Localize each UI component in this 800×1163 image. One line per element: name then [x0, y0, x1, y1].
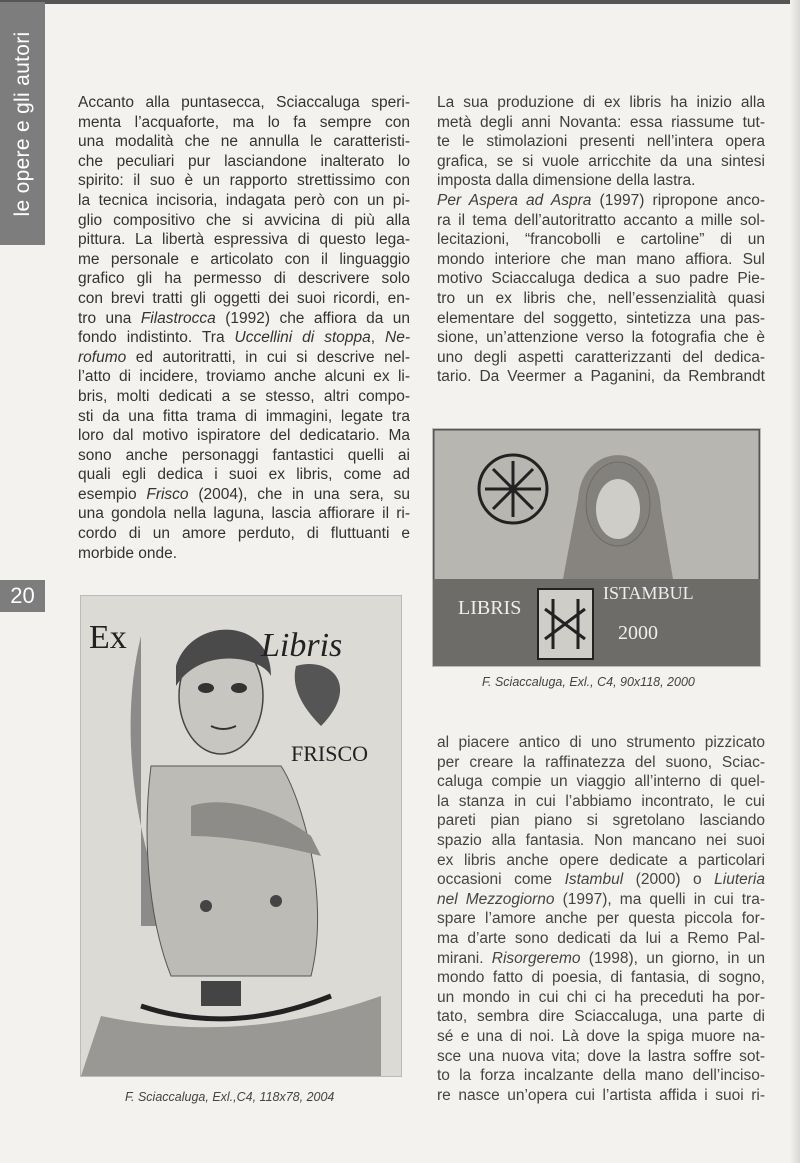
text-line: [437, 93, 765, 113]
text-line: [437, 1027, 765, 1047]
text-line: [78, 211, 410, 231]
text-line: [437, 1086, 765, 1106]
text-segment: esempio: [78, 485, 147, 503]
text-segment: (1992) che affiora da un: [215, 309, 411, 327]
text-line: [78, 132, 410, 152]
text-segment: lecitazioni, “francobolli e cartoline” di un: [437, 231, 765, 249]
text-segment: spirito: il suo è un rapporto strettissimo con: [78, 172, 410, 190]
text-segment: (1997) ripropone anco-: [591, 191, 765, 209]
text-line: [437, 1066, 765, 1086]
text-line: [437, 1007, 765, 1027]
text-line: [78, 485, 410, 505]
text-segment: spare l’amore anche per questa piccola for-: [437, 910, 765, 928]
text-line: [78, 152, 410, 172]
text-segment: tro una: [78, 309, 141, 327]
text-segment: ,: [370, 329, 385, 347]
text-segment: ed autoritratti, in cui si descrive nel-: [126, 348, 410, 366]
text-segment: to la forza incalzante della mano dell’inciso-: [437, 1067, 765, 1085]
text-segment: sé e una di noi. Là dove la spiga muore na-: [437, 1027, 765, 1045]
italic-title: Per Aspera ad Aspra: [437, 191, 592, 209]
section-tab: [0, 2, 45, 245]
text-line: [437, 792, 765, 812]
text-segment: spazio alla fantasia. Non mancano nei suoi: [437, 831, 765, 849]
text-segment: metà degli anni Novanta: essa riassume tut-: [437, 113, 765, 131]
text-line: [437, 890, 765, 910]
text-column-right-bottom: [437, 733, 765, 1105]
italic-title: nel Mezzogiorno: [437, 890, 555, 908]
artwork-lettering-frisco: FRISCO: [291, 741, 369, 766]
italic-title: Frisco: [146, 485, 189, 503]
text-column-left: [78, 93, 410, 563]
text-segment: quali egli dedica i suoi ex libris, come ad: [78, 466, 410, 484]
italic-title: Istambul: [564, 871, 624, 889]
text-segment: al piacere antico di uno strumento pizzicato: [437, 734, 765, 751]
text-segment: grafica, se si vuole arricchite da una sintesi: [437, 152, 765, 170]
text-line: [437, 909, 765, 929]
text-segment: te le stimolazioni presenti nell’intera opera: [437, 133, 765, 151]
text-segment: uno degli aspetti caratterizzanti del dedica-: [437, 348, 765, 366]
text-line: [437, 949, 765, 969]
text-line: [437, 171, 765, 191]
artwork-lettering-libris: Libris: [261, 627, 343, 664]
text-segment: mirani.: [437, 949, 492, 967]
text-segment: bris, molti dedicati a se stesso, altri compo-: [78, 387, 410, 405]
text-line: [78, 230, 410, 250]
text-segment: Accanto alla puntasecca, Sciaccaluga speri-: [78, 94, 410, 111]
artwork-lettering-ex: Ex: [89, 619, 127, 656]
text-line: [437, 929, 765, 949]
text-segment: sti da una fitta trama di immagini, legate tra: [78, 407, 410, 425]
text-segment: per creare la raffinatezza del suono, Sciac-: [437, 753, 765, 771]
text-segment: elementare del soggetto, sintetizza una pas-: [437, 309, 765, 327]
text-segment: sione, un’attenzione verso la fotografia che è: [437, 329, 765, 347]
text-segment: che peculiari pur lasciandone inalterato lo: [78, 152, 410, 170]
text-line: [437, 733, 765, 753]
italic-title: Liuteria: [714, 871, 765, 889]
text-segment: (1998), un giorno, in un: [580, 949, 765, 967]
text-segment: ra il tema dell’autoritratto accanto a mille sol-: [437, 211, 765, 229]
text-line: [437, 211, 765, 231]
etching-frisco-image: [80, 595, 402, 1077]
text-line: [437, 132, 765, 152]
text-segment: mondo interiore che man mano affiora. Sul: [437, 250, 765, 268]
text-line: [78, 269, 410, 289]
text-segment: (2000) o: [623, 871, 715, 889]
text-line: [78, 191, 410, 211]
artwork-lettering-istambul: ISTAMBUL: [603, 583, 694, 603]
text-segment: La sua produzione di ex libris ha inizio alla: [437, 94, 765, 111]
figure-caption-istambul: F. Sciaccaluga, Exl., C4, 90x118, 2000: [482, 675, 695, 689]
text-line: [437, 772, 765, 792]
page-number: 20: [0, 580, 45, 612]
text-line: [78, 407, 410, 427]
text-line: [78, 367, 410, 387]
text-segment: menta l’acquaforte, ma lo fa sempre con: [78, 113, 410, 131]
text-line: [78, 387, 410, 407]
text-segment: la stanza in cui l’abbiamo incontrato, le cui: [437, 792, 765, 810]
text-segment: fondo indistinto. Tra: [78, 329, 235, 347]
text-line: [78, 465, 410, 485]
text-line: [437, 250, 765, 270]
text-segment: una modalità che ne annulla le caratteristi-: [78, 133, 410, 151]
text-segment: ma d’arte sono dedicati da lui a Remo Pal-: [437, 929, 765, 947]
text-line: [78, 328, 410, 348]
text-line: [437, 289, 765, 309]
text-segment: loro dal motivo ispiratore del dedicatario. Ma: [78, 427, 410, 445]
text-segment: me personale e articolato con il linguaggio: [78, 250, 410, 268]
text-segment: un mondo in cui chi ci ha preceduti ha por-: [437, 988, 765, 1006]
text-segment: re nasce un’opera cui l’artista affida i suoi ri-: [437, 1086, 765, 1104]
artwork-lettering-year: 2000: [618, 622, 658, 644]
text-segment: la tecnica incisoria, indagata però con un pi-: [78, 191, 410, 209]
text-line: [437, 230, 765, 250]
text-line: [78, 113, 410, 133]
italic-title: rofumo: [78, 348, 127, 366]
text-line: [437, 328, 765, 348]
etching-istambul-image: [432, 428, 761, 667]
text-segment: grafico gli ha permesso di descrivere solo: [78, 270, 410, 288]
text-line: [437, 870, 765, 890]
italic-title: Uccellini di stoppa: [234, 329, 371, 347]
text-line: [78, 93, 410, 113]
text-line: [78, 446, 410, 466]
text-line: [437, 831, 765, 851]
text-line: [78, 504, 410, 524]
text-line: [437, 851, 765, 871]
text-line: [437, 753, 765, 773]
text-line: [78, 289, 410, 309]
text-column-right-top: [437, 93, 765, 387]
text-line: [437, 348, 765, 368]
text-segment: (2004), che in una sera, su: [188, 485, 410, 503]
text-segment: tro un ex libris che, nell’essenzialità quasi: [437, 289, 765, 307]
text-segment: sce una nuova vita; dove la lastra soffre sot-: [437, 1047, 765, 1065]
text-segment: caluga compie un viaggio all’interno di quel-: [437, 773, 765, 791]
text-line: [437, 367, 765, 387]
text-line: [437, 968, 765, 988]
text-line: [437, 988, 765, 1008]
text-segment: (1997), ma quelli in cui tra-: [554, 890, 765, 908]
text-segment: tato, sembra dire Sciaccaluga, una parte di: [437, 1008, 765, 1026]
italic-title: Risorgeremo: [491, 949, 581, 967]
text-segment: l’atto di incidere, troviamo anche alcuni ex li-: [78, 368, 410, 386]
text-line: [437, 811, 765, 831]
text-line: [78, 524, 410, 544]
text-line: [78, 426, 410, 446]
text-line: [78, 309, 410, 329]
text-line: [437, 309, 765, 329]
figure-caption-frisco: F. Sciaccaluga, Exl.,C4, 118x78, 2004: [125, 1090, 335, 1104]
italic-title: Filastrocca: [140, 309, 216, 327]
text-segment: morbide onde.: [78, 544, 178, 562]
artwork-lettering-libris: LIBRIS: [458, 597, 522, 619]
text-line: [78, 250, 410, 270]
text-line: [78, 348, 410, 368]
text-line: [437, 152, 765, 172]
text-segment: cordo di un amore perduto, di fluttuanti e: [78, 525, 410, 543]
text-segment: motivo Sciaccaluga dedica a suo padre Pie-: [437, 270, 765, 288]
text-line: [78, 544, 410, 564]
page-gutter-shadow: [790, 0, 800, 1163]
text-segment: pittura. La libertà espressiva di questo lega-: [78, 231, 410, 249]
text-line: [437, 269, 765, 289]
text-segment: sono anche personaggi fantastici quelli ai: [78, 446, 410, 464]
text-segment: imposta dalla dimensione della lastra.: [437, 172, 696, 190]
section-label: le opere e gli autori: [10, 31, 34, 216]
page-top-edge: [0, 0, 800, 4]
text-line: [78, 171, 410, 191]
text-segment: con brevi tratti gli oggetti dei suoi ricordi, en-: [78, 289, 410, 307]
italic-title: Ne-: [385, 329, 410, 347]
text-line: [437, 113, 765, 133]
text-line: [437, 1047, 765, 1067]
text-segment: mondo fatto di poesia, di fantasia, di sogno,: [437, 969, 765, 987]
text-segment: ex libris anche opere dedicate a particolari: [437, 851, 765, 869]
text-line: [437, 191, 765, 211]
text-segment: glio compositivo che si avvicina di più alla: [78, 211, 410, 229]
text-segment: occasioni come: [437, 871, 565, 889]
text-segment: una gondola nella laguna, lascia affiorare il ri-: [78, 505, 410, 523]
text-segment: pareti pian piano si sgretolano lasciando: [437, 812, 765, 830]
text-segment: tario. Da Veermer a Paganini, da Rembrandt: [437, 368, 765, 386]
